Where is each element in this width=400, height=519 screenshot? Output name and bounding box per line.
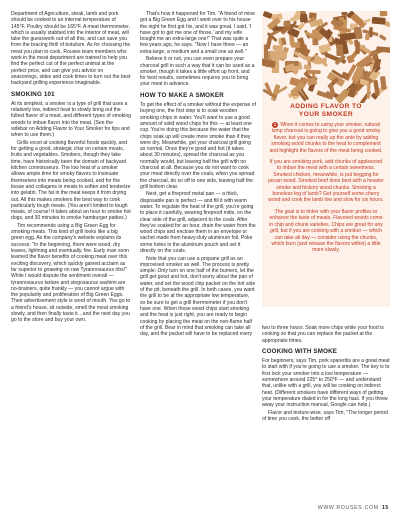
- wood-chip: [369, 27, 373, 37]
- paragraph: Grills excel at cooking flavorful foods quickly, and for getting a good, strategic char on certain meats, fruits and vegetables. Smokers, though they take time, have historically been the domain of backyard kitchen connoisseurs. The low heat of a smoker allows ample time for smoky flavors to insinuate themselves into meats being cooked, and for the tissue and collagens in meats to soften and tenderize into gelatin. The fat in the meat keeps it from drying out. All this makes smokers the best way to cook particularly tough meats. (You aren't limited to tough meats, of course! It takes about an hour to smoke hot dogs, and 30 minutes to smoke hamburger patties.): [11, 139, 131, 222]
- wood-chip: [263, 11, 273, 19]
- wood-chips-image: [262, 11, 390, 103]
- wood-chip: [365, 34, 370, 40]
- sidebar-paragraph: [268, 122, 384, 154]
- wood-chip: [270, 51, 287, 59]
- sidebar-paragraph: The goal is to tinker with your flavor profiles to enhance the taste of meats. Flavored woods come in chip and chunk varieties. Chips are great for any grill, but if you are cooking with a smoker — which can take all day — consider using the chunks, which burn (and release the flavors within) a little more slowly.: [269, 208, 383, 254]
- paragraph: For beginners, says Tim, pork spareribs are a great meat to start with if you're going to use a smoker. The key is to first lock your smoker into a low temperature — somewhere around 225° to 250°F — and understand that, unlike with a grill, you will be cooking on indirect heat. (Different smokers have different ways of getting your temperature dialed in for the long haul. If you threw away your instruction manual, Google can help.): [262, 358, 390, 409]
- paragraph: Department of Agriculture, steak, lamb and pork should be cooked to an internal temperature of 145°F. Poultry should be 165°F. A meat thermometer, which is usually stabbed into the interior of meat, will take the guesswork out of all this, and can save you from the bracing thrill of botulism. As for choosing the meat you plan to cook, Rouses team members who work in the meat department are trained to help you find the perfect cut of the perfect animal at the perfect price, and can give you advice on seasonings, sides and cook times to turn out the best backyard grilling experience imaginable.: [11, 11, 131, 87]
- paragraph: Note that you can use a propane grill as an improvised smoker as well. The process is pretty simple: Only turn on one half of the burners, let the grill get good and hot, don't worry about the pan of water, and set the wood chip packet on the hot side of the pit, beneath the grill. In both cases, you want the grill to be at the appropriate low temperature, so be sure to get a grill thermometer if you don't have one. When those wood chips start smoking and the heat is just right, you are ready to begin cooking by placing the meat on the non-flame half of the grill. Bear in mind that smoking can take all day, and the packet will have to be replaced every: [140, 255, 256, 338]
- wood-chip: [372, 17, 386, 25]
- wood-chip: [341, 12, 347, 16]
- sidebar-title: [268, 103, 384, 119]
- article-column-1: [11, 11, 131, 325]
- wood-chip: [348, 84, 358, 98]
- paragraph: That's how it happened for Tim. "A friend of mine got a Big Green Egg and I went over to his house the night he first got his, and it was great. I said, 'I have got to get me one of those,' and my wife bought me an extra-large one!" That was quite a few years ago, he says. "Now I have three — an extra-large, a medium and a small one as well.": [140, 11, 256, 55]
- sidebar-title-line-2: YOUR SMOKER: [298, 111, 354, 118]
- article-column-3: [262, 325, 390, 424]
- website-url: WWW.ROUSES.COM: [317, 505, 379, 511]
- number-badge: 1: [273, 122, 277, 127]
- wood-chip: [318, 43, 331, 53]
- wood-chip: [266, 36, 273, 50]
- wood-chip: [379, 34, 387, 41]
- wood-chip: [300, 14, 307, 22]
- wood-chip: [380, 11, 387, 16]
- wood-chip: [336, 44, 343, 56]
- wood-chip: [367, 84, 371, 99]
- wood-chips-illustration: [262, 11, 390, 103]
- wood-chip: [284, 20, 291, 27]
- sidebar-adding-flavor: [262, 11, 390, 307]
- page-number: 15: [381, 505, 389, 511]
- page-footer: [318, 505, 389, 511]
- wood-chip: [363, 18, 371, 23]
- sidebar-body: [268, 103, 384, 259]
- section-heading-cooking-with-smoke: COOKING WITH SMOKE: [262, 347, 338, 355]
- paragraph: Tim recommends using a Big Green Egg for smoking meats. This kind of grill looks like a big green egg. As the company's website explains its success: "In the beginning, there were wood, dry leaves, lightning and eventually, fire. Early man soon learned the flavor benefits of cooking meat over this exciting discovery, which quickly gained acclaim as far superior to gnawing on raw Tyrannosaurus ribs!" While I would dispute the sentiment overall — tyrannosaurus tartare and stegosaurus sashimi are no-brainers, quite frankly — you cannot argue with the popularity and proliferation of Big Green Eggs. Their advertisement style is word of mouth. You go to a friend's house, sit outside, smell the meat smoking slowly, and then finally taste it…and the next day you go to the store and buy your own.: [11, 222, 131, 324]
- wood-chip: [355, 42, 359, 55]
- paragraph: At its simplest, a smoker is a type of grill that uses a relatively low, indirect heat to slowly bring out the fullest flavor of a meat, and different types of smoking woods to imbue flavor into the meat. (See the sidebar on Adding Flavor to Your Smoker for tips and when to use them.): [11, 100, 131, 139]
- paragraph: Flavor and texture-wise, says Tim, "The longer period of time you cook, the better off: [262, 409, 388, 423]
- paragraph: Next, get a fireproof metal pan — a thick, disposable pan is perfect — and fill it with warm water. To regulate the heat of the grill, you're going to place it carefully, wearing fireproof mitts, on the clear side of the grill, adjacent to the coals. After they've soaked for an hour, drain the water from the wood chips and enclose them in an envelope or sachet made from heavy-duty aluminum foil. Poke some holes in the aluminum pouch and set it directly on the coals.: [140, 191, 256, 255]
- section-heading-smoking-101: SMOKING 101: [11, 90, 55, 98]
- paragraph: Believe it or not, you can even prepare your charcoal grill in such a way that it can be used as a smoker, though it takes a little effort up front, and for best results, sometimes requires you to bring your meat in advance.: [140, 56, 255, 88]
- section-heading-how-to-make-a-smoker: HOW TO MAKE A SMOKER: [140, 91, 224, 99]
- paragraph: two to three hours. Soak more chips while your food is cooking so that you can replace the packet at the appropriate times.: [262, 325, 384, 344]
- paragraph: To get the effect of a smoker without the expense of buying one, the first step is to soak wooden smoking chips in water. You'll want to use a good amount of solid wood chips for this — at least one cup. You're doing this because the water that the chips soak up will create more smoke than if they were dry. Meanwhile, get your charcoal grill going as normal. Once they're good and hot (it takes about 30 minutes), spread the charcoal as you normally would, but leaving half the grill with no charcoal at all. Because you do not want to cook your meat directly over the coals, when you spread the charcoal, do so off to one side, leaving half the grill bottom clear.: [140, 102, 257, 190]
- article-column-2: [140, 11, 256, 339]
- sidebar-title-line-1: ADDING FLAVOR TO: [290, 103, 362, 110]
- sidebar-paragraph: If you are smoking pork, add chunks of applewood to imbue the meat with a certain sweetness. Smoked chicken, meanwhile, is put begging for pecan wood. Smoked beef does best with a heavier smoke and hickory wood chunks. Smoking a boneless leg of lamb? Get yourself some cherry wood and cook the lamb low and slow for six hours.: [268, 159, 384, 204]
- sidebar-text: When it comes to using your smoker, natural lump charcoal is going to give you a good smoky flavor, but you can really up the ante by adding smoking wood chunks to the heat to complement and highlight the flavors of the meat being cooked.: [269, 122, 383, 154]
